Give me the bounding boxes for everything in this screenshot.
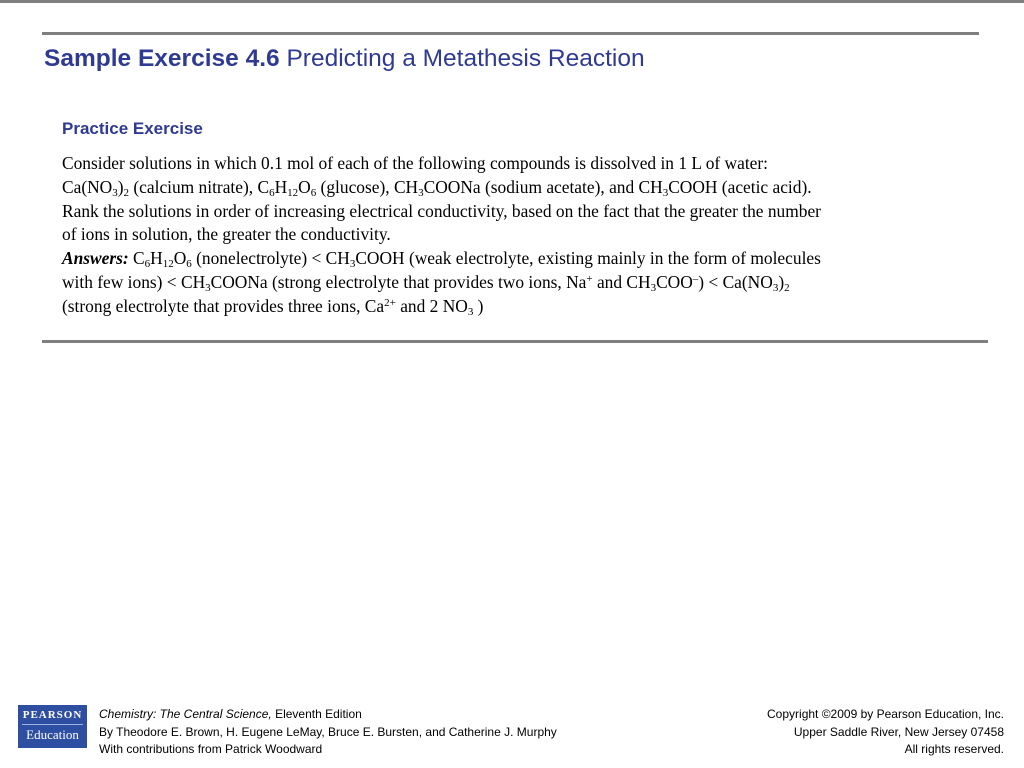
footer-citation (99, 706, 557, 759)
logo-bottom-text: Education (26, 727, 79, 742)
book-edition: Eleventh Edition (271, 707, 362, 721)
contributions-line: With contributions from Patrick Woodward (99, 742, 323, 756)
authors-line: By Theodore E. Brown, H. Eugene LeMay, Bruce E. Bursten, and Catherine J. Murphy (99, 724, 557, 739)
question-line-4: of ions in solution, the greater the conductivity. (62, 224, 391, 245)
footer-copyright (767, 706, 1004, 759)
slide-title (44, 45, 645, 73)
copyright-line: Copyright ©2009 by Pearson Education, Inc. (767, 707, 1004, 721)
answer-line-1: Answers: $C_6H_{12}O_6$ (nonelectrolyte) < $CH_3COOH$ (weak electrolyte, existing mainly in the form of molecules (62, 248, 821, 271)
address-line: Upper Saddle River, New Jersey 07458 (793, 724, 1004, 739)
question-line-1: Consider solutions in which 0.1 mol of each of the following compounds is dissolved in 1 L of water: (62, 153, 769, 173)
pearson-logo (18, 705, 87, 748)
answers-label: Answers: (62, 248, 129, 269)
answer-line-2: with few ions) < $CH_3COONa$ (strong electrolyte that provides two ions, Na+ and $CH_3COO^-) < Ca(NO_3)_2$ (62, 271, 790, 294)
question-line-3: Rank the solutions in order of increasing electrical conductivity, based on the fact that the greater the number (62, 200, 821, 221)
answer-line-3: (strong electrolyte that provides three ions, $Ca^{2+}$ and 2 $NO_3$ ) (62, 295, 484, 318)
exercise-topic: Predicting a Metathesis Reaction (286, 45, 645, 72)
top-divider (42, 32, 979, 35)
question-line-2: $Ca(NO_3)_2$ (calcium nitrate), $C_6H_{12}O_6$ (glucose), $CH_3COONa$ (sodium acetate), and $CH_3COOH$ (acetic acid). (62, 176, 812, 199)
footer-divider (0, 0, 1024, 3)
rights-line: All rights reserved. (904, 742, 1004, 756)
section-heading: Practice Exercise (62, 119, 203, 138)
book-line (99, 706, 557, 724)
exercise-body (62, 152, 962, 319)
logo-top-text: PEARSON (22, 709, 83, 725)
exercise-number: Sample Exercise 4.6 (44, 45, 280, 72)
content-divider (42, 340, 988, 343)
book-title: Chemistry: The Central Science, (99, 707, 272, 721)
